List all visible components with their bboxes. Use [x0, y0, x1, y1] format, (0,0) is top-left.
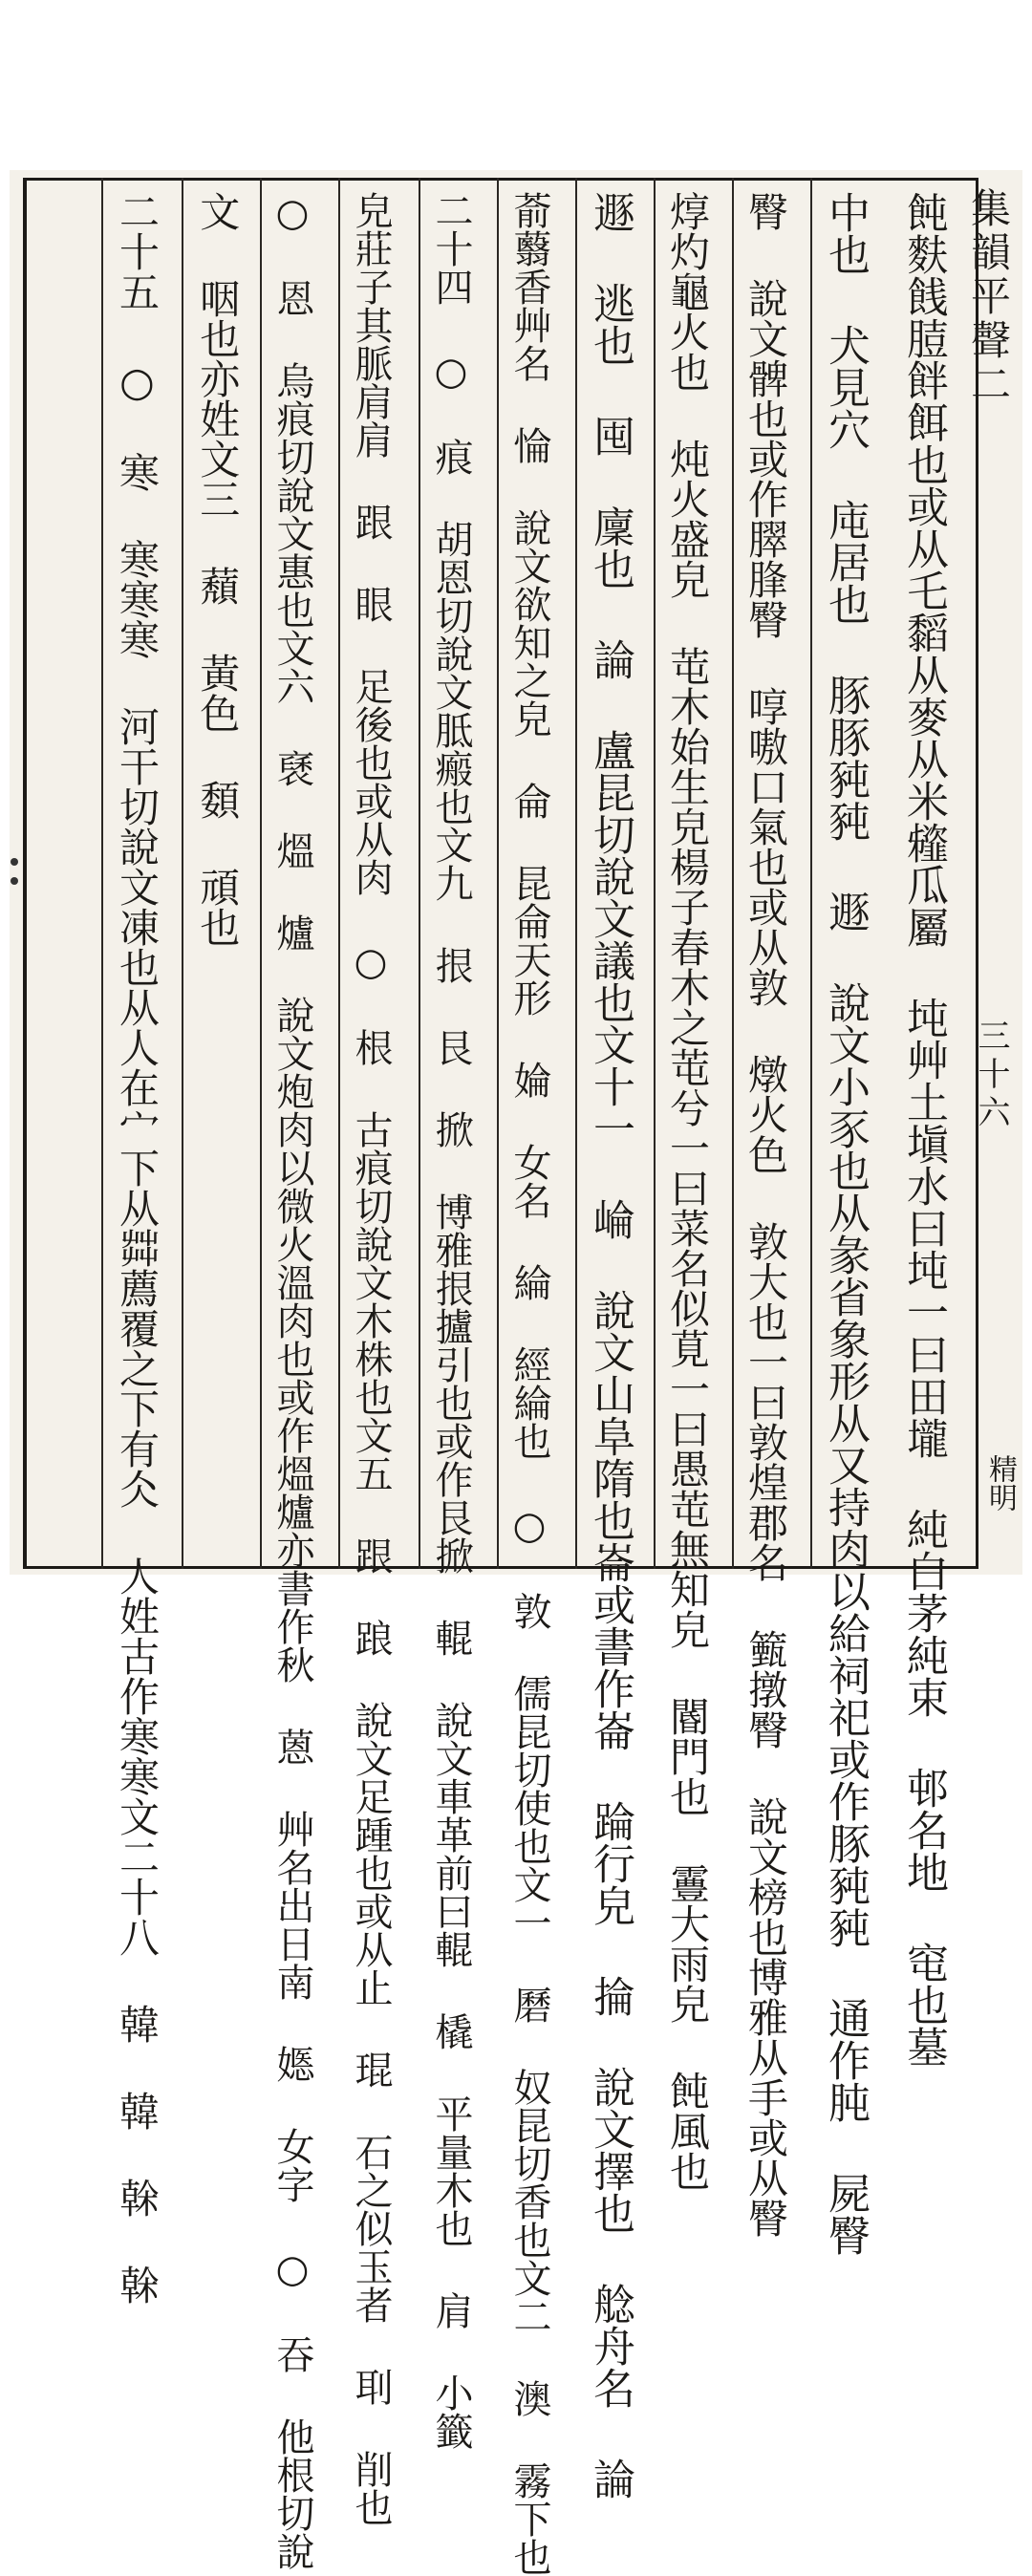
text-column-5: 遯 逃也 囤 廩也 論 盧昆切說文議也文十一 崘 說文山阜隋也崙或書作崙 踚行皃 掄 說文擇也 艌舟名 論	[586, 191, 634, 2500]
text-column-11: 二十五 ○ 寒 寒寒寒 河干切說文凍也从人在宀下从茻薦覆之下有仌 人姓古作寒寒文二十八 韓 韓 榦 榦	[114, 191, 161, 2305]
text-column-9: ○ 恩 烏痕切說文惠也文六 褎 熅 爐 說文炮肉以微火溫肉也或作熅爐亦書作秋 蒽 艸名出日南 嫕 女字 ○ 吞 他根切說	[270, 191, 314, 2570]
column-rule	[338, 178, 340, 1569]
binding-hole	[11, 877, 18, 885]
column-rule	[419, 178, 420, 1569]
margin-strip	[965, 178, 1022, 1569]
text-column-6: 萮蘙香艸名 惀 說文欲知之皃 侖 昆侖天形 婨 女名 綸 經綸也 ○ 敦 儒昆切使也文一 磿 奴昆切香也文二 澳 霧下也	[507, 191, 551, 2576]
column-rule	[654, 178, 656, 1569]
column-rule	[732, 178, 734, 1569]
column-rule	[810, 178, 812, 1569]
text-column-8: 皃莊子其脈肩肩 跟 眼 足後也或从肉 ○ 根 古痕切說文木株也文五 跟 踉 說文足踵也或从止 琨 石之似玉者 刵 削也	[349, 191, 393, 2526]
text-column-3: 臀 說文髀也或作臎䏺臀 啍嗷口氣也或从敦 燉火色 敦大也一曰敦煌郡名 籈撴臀 說文榜也博雅从手或从臀	[742, 191, 789, 2238]
text-column-1: 飩麩䬻䐍䬳餌也或从乇䵚从麥从米䪢瓜屬 坉艸土塡水曰坉一曰田壠 純白茅純束 邨名地 窀也墓	[899, 191, 948, 2068]
column-rule	[575, 178, 577, 1569]
binding-hole	[11, 858, 18, 866]
column-rule	[101, 178, 103, 1569]
edition-mark: 精明	[983, 1454, 1017, 1512]
text-column-4: 焞灼龜火也 炖火盛皃 芚木始生皃楊子春木之芚兮一曰菜名似莧一曰愚芚無知皃 閽門也 霻大雨皃 飩風也	[664, 191, 711, 2191]
column-rule	[260, 178, 262, 1569]
text-column-7: 二十四 ○ 痕 胡恩切說文胝瘢也文九 拫 艮 掀 博雅拫攎引也或作艮掀 輥 說文車革前曰輥 橇 平量木也 肩 小籤	[429, 191, 473, 2450]
text-column-10: 文 咽也亦姓文三 蘈 黃色 䫋 頑也	[194, 191, 242, 947]
column-rule	[497, 178, 499, 1569]
page-frame	[10, 170, 1022, 2576]
text-column-2: 中也 犬見穴 庉居也 豚豚豘豘 遯 說文小豕也从彖省象形从又持肉以給祠祀或作豚豘豘 通作肫 屍臀	[821, 191, 870, 2256]
column-rule	[182, 178, 183, 1569]
volume-title: 集韻平聲二	[965, 187, 1012, 407]
page-number: 三十六	[972, 1019, 1010, 1133]
